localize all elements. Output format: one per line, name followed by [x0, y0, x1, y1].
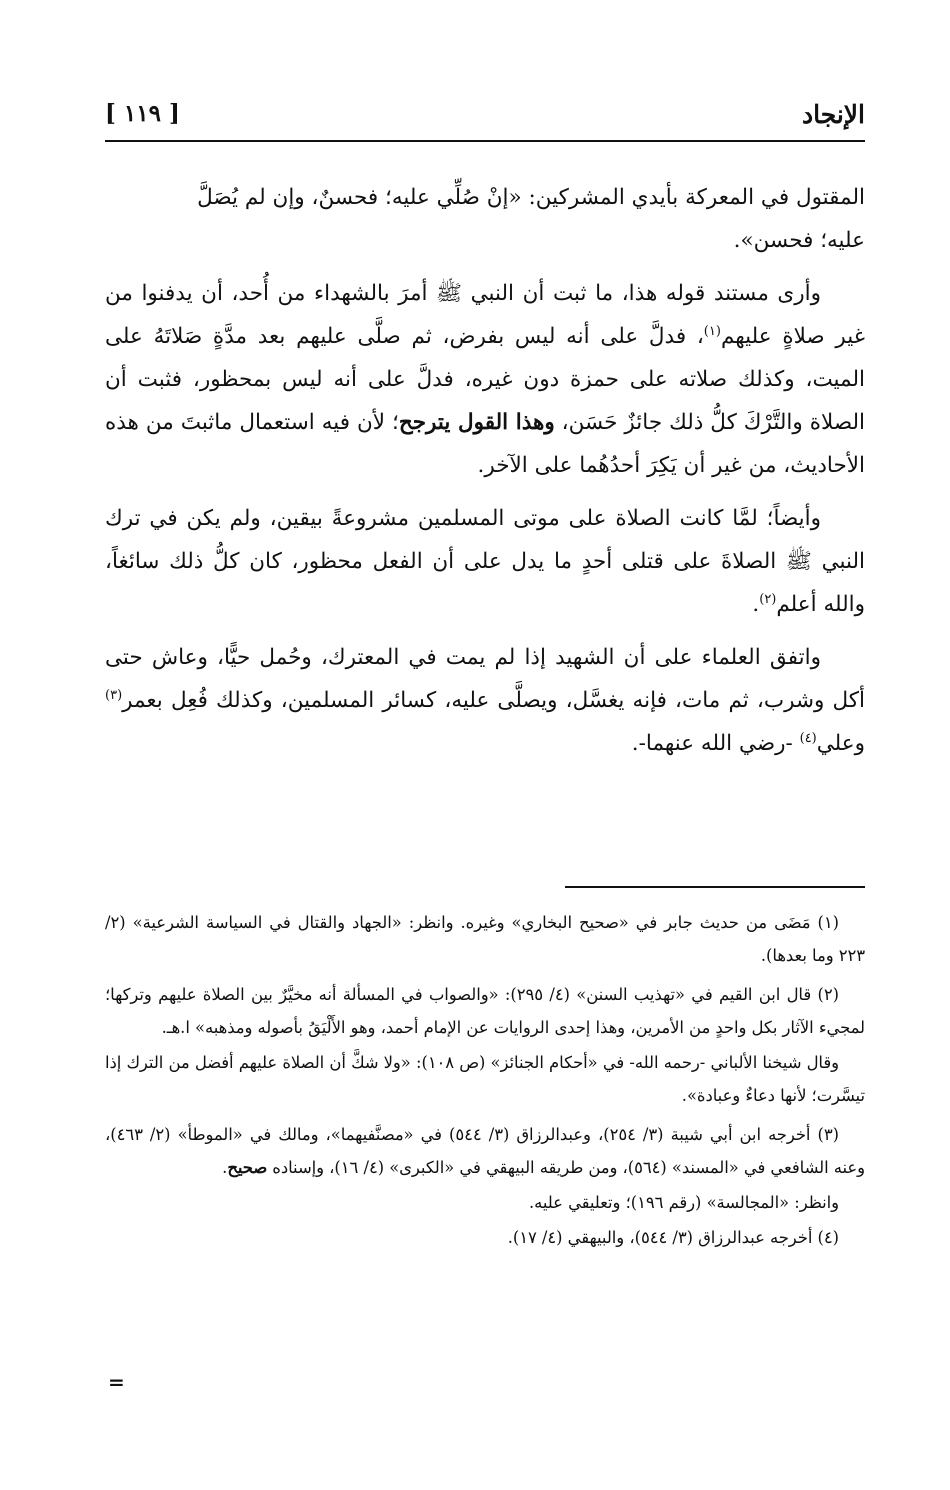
paragraph-3: [105, 497, 865, 626]
paragraph-2-text-a: وأرى مستند قوله هذا، ما ثبت أن النبي ﷺ أمرَ بالشهداء من أُحد، أن يدفنوا من غير صلاةٍ عليهم: [105, 281, 866, 349]
footnote-3-continued: وانظر: «المجالسة» (رقم ١٩٦)؛ وتعليقي عليه.: [528, 1193, 839, 1212]
paragraph-4-text-b: وعلي: [816, 731, 865, 756]
footnote-4: (٤) أخرجه عبدالرزاق (٣/ ٥٤٤)، والبيهقي (٤/ ١٧).: [507, 1228, 839, 1247]
footnote-2-continued: وقال شيخنا الألباني -رحمه الله- في «أحكام الجنائز» (ص ١٠٨): «ولا شكَّ أن الصلاة عليهم أفضل من الترك إذا تيسَّرت؛ لأنها دعاءٌ وعبادة».: [105, 1053, 865, 1105]
main-text: [105, 176, 865, 775]
paragraph-1: [105, 176, 865, 262]
footnote-2: (٢) قال ابن القيم في «تهذيب السنن» (٤/ ٢٩٥): «والصواب في المسألة أنه مخيَّرٌ بين الصلاة عليهم وتركها؛ لمجيء الآثار بكل واحدٍ من الأمرين، وهذا إحدى الروايات عن الإمام أحمد، وهو الأَلْيَقُ بأصوله ومذهبه» ا.هـ.: [105, 985, 865, 1037]
footnotes: [105, 906, 865, 1260]
paragraph-2-text-b: ، فدلَّ على أنه ليس بفرض، ثم صلَّى عليهم بعد مدَّةٍ صَلاتَهُ على الميت، وكذلك صلاته على حمزة دون غيره، فدلَّ على أنه ليس بمحظور، فثبت أن الصلاة والتَّرْكَ كلُّ ذلك جائزٌ حَسَن،: [105, 324, 865, 435]
page-number: [ ١١٩ ]: [105, 100, 180, 127]
footnote-3-text: (٣) أخرجه ابن أبي شيبة (٣/ ٢٥٤)، وعبدالرزاق (٣/ ٥٤٤) في «مصنَّفيهما»، ومالك في «الموطأ» (٢/ ٤٦٣)، وعنه الشافعي في «المسند» (٥٦٤)، ومن طريقه البيهقي في «الكبرى» (٤/ ١٦)، وإسناده: [105, 1125, 865, 1177]
page-end-mark: =: [108, 1370, 125, 1394]
paragraph-2-emphasis: وهذا القول يترجح: [398, 410, 555, 435]
paragraph-1-line-1: المقتول في المعركة بأيدي المشركين: «إنْ صُلِّي عليه؛ فحسنٌ، وإن لم يُصَلَّ: [197, 185, 865, 210]
footnote-3: [105, 1118, 865, 1184]
footnote-3-grade: صحيح: [227, 1158, 268, 1177]
paragraph-4: [105, 636, 865, 765]
paragraph-4-text-c: -رضي الله عنهما-.: [631, 731, 800, 756]
footnote-3-end: .: [222, 1158, 228, 1177]
footnote-ref-2[interactable]: (٢): [759, 591, 777, 607]
paragraph-3-text-a: وأيضاً؛ لمَّا كانت الصلاة على موتى المسلمين مشروعةً بيقين، ولم يكن في ترك النبي ﷺ الصلاةَ على قتلى أحدٍ ما يدل على أن الفعل محظور، كان كلُّ ذلك سائغاً، والله أعلم: [105, 506, 865, 617]
running-title: الإنجاد: [801, 100, 865, 129]
paragraph-3-end: .: [752, 592, 760, 617]
paragraph-4-text-a: واتفق العلماء على أن الشهيد إذا لم يمت في المعترك، وحُمل حيًّا، وعاش حتى أكل وشرب، ثم مات، فإنه يغسَّل، ويصلَّى عليه، كسائر المسلمين، وكذلك فُعِل بعمر: [105, 645, 865, 713]
page-header: [105, 96, 865, 142]
paragraph-2-text-c: ؛ لأن فيه استعمال ماثبتَ من هذه الأحاديث، من غير أن يَكِرَ أحدُهُما على الآخر.: [105, 410, 865, 478]
footnote-ref-4[interactable]: (٤): [799, 730, 817, 746]
footnote-ref-1[interactable]: (١): [703, 323, 721, 339]
paragraph-2: [105, 272, 865, 487]
footnote-separator: [565, 886, 865, 888]
footnote-1: (١) مَضَى من حديث جابر في «صحيح البخاري» وغيره. وانظر: «الجهاد والقتال في السياسة الشرعية» (٢/ ٢٢٣ وما بعدها).: [105, 913, 865, 965]
paragraph-1-line-2: عليه؛ فحسن».: [733, 228, 865, 253]
footnote-ref-3[interactable]: (٣): [105, 687, 123, 703]
